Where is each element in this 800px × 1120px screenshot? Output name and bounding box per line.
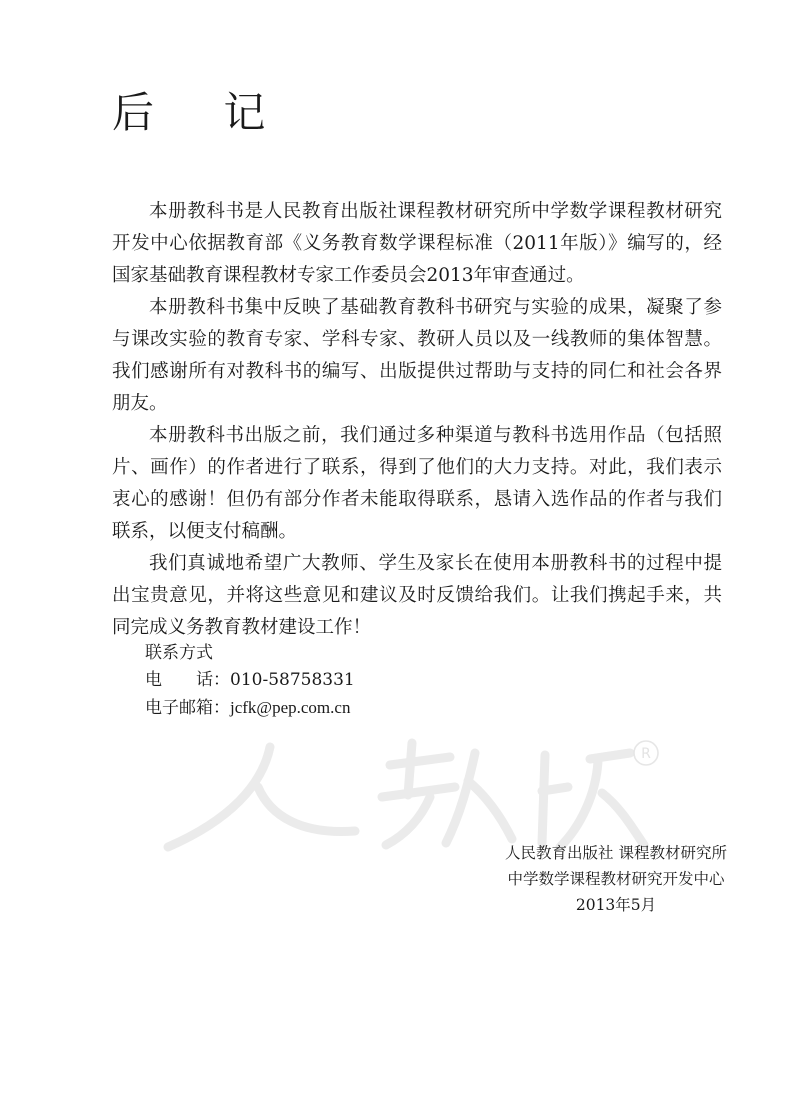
paragraph-4: 我们真诚地希望广大教师、学生及家长在使用本册教科书的过程中提出宝贵意见，并将这些意见和建议及时反馈给我们。让我们携起手来，共同完成义务教育教材建设工作！ xyxy=(112,553,722,638)
email-address: jcfk@pep.com.cn xyxy=(230,698,351,717)
signature-department: 中学数学课程教材研究开发中心 xyxy=(507,870,725,888)
signature-date: 2013年5月 xyxy=(575,896,657,914)
phone-number: 010-58758331 xyxy=(230,670,355,690)
phone-label: 电 话： xyxy=(145,670,230,690)
body-text xyxy=(112,196,722,644)
page-title: 后 记 xyxy=(112,88,294,137)
signature-block xyxy=(500,840,732,918)
signature-organization: 人民教育出版社 课程教材研究所 xyxy=(505,844,727,862)
paragraph-3: 本册教科书出版之前，我们通过多种渠道与教科书选用作品（包括照片、画作）的作者进行了联系，得到了他们的大力支持。对此，我们表示衷心的感谢！但仍有部分作者未能取得联系，恳请入选作品的作者与我们联系，以便支付稿酬。 xyxy=(112,425,722,542)
phone-row xyxy=(145,667,355,694)
svg-text:R: R xyxy=(641,746,651,762)
email-label: 电子邮箱： xyxy=(145,698,230,718)
paragraph-2: 本册教科书集中反映了基础教育教科书研究与实验的成果，凝聚了参与课改实验的教育专家、学科专家、教研人员以及一线教师的集体智慧。我们感谢所有对教科书的编写、出版提供过帮助与支持的同仁和社会各界朋友。 xyxy=(112,297,722,414)
contact-block xyxy=(145,640,355,722)
contact-heading: 联系方式 xyxy=(145,643,213,663)
email-row xyxy=(145,694,355,722)
registered-mark xyxy=(634,741,658,765)
paragraph-1: 本册教科书是人民教育出版社课程教材研究所中学数学课程教材研究开发中心依据教育部《义务教育数学课程标准（2011年版）》编写的，经国家基础教育课程教材专家工作委员会2013年审查通过。 xyxy=(112,201,722,286)
